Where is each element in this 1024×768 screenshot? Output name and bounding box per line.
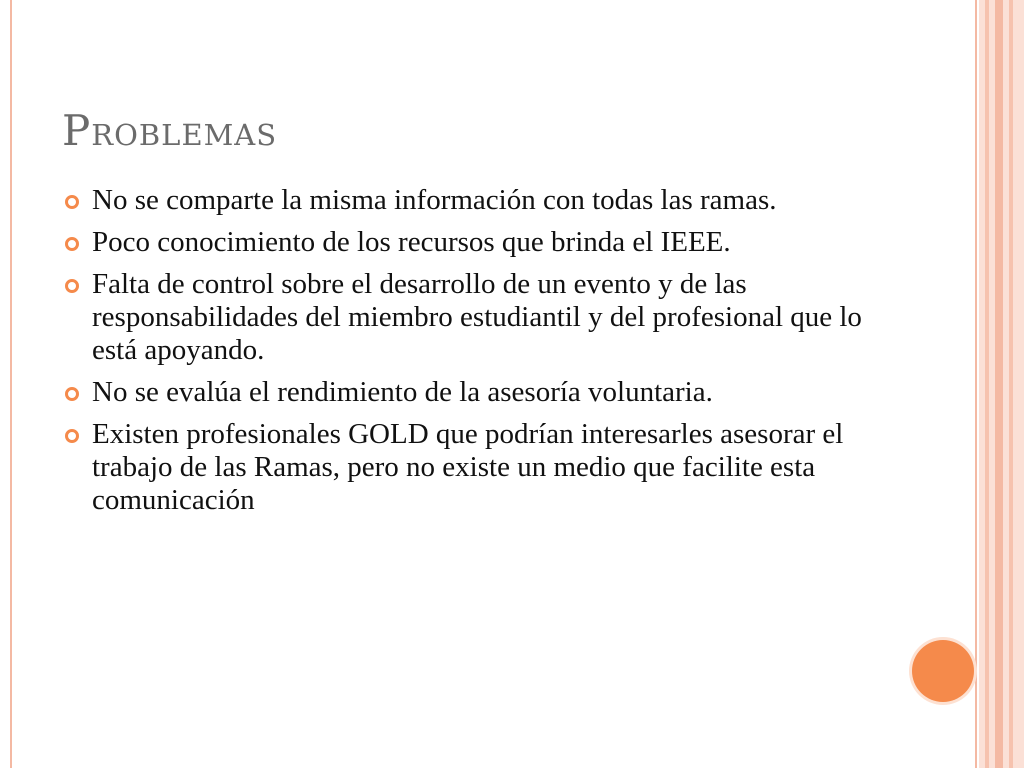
bullet-item	[62, 268, 892, 367]
bullet-list	[62, 184, 892, 526]
slide-title: Problemas	[62, 106, 278, 155]
bullet-text: Existen profesionales GOLD que podrían interesarles asesorar el trabajo de las Ramas, pero no existe un medio que facilite esta comunicación	[92, 418, 844, 516]
bullet-text: No se comparte la misma información con todas las ramas.	[92, 184, 777, 216]
ring-bullet-icon	[64, 386, 80, 402]
bullet-text: No se evalúa el rendimiento de la asesoría voluntaria.	[92, 376, 713, 408]
ring-bullet-icon	[64, 428, 80, 444]
bullet-text: Poco conocimiento de los recursos que brinda el IEEE.	[92, 226, 731, 258]
bullet-item	[62, 226, 892, 259]
ring-bullet-icon	[64, 278, 80, 294]
bullet-item	[62, 184, 892, 217]
ring-bullet-icon	[64, 194, 80, 210]
accent-circle	[912, 640, 974, 702]
bullet-text: Falta de control sobre el desarrollo de un evento y de las responsabilidades del miembro estudiantil y del profesional que lo está apoyando.	[92, 268, 862, 366]
decorative-stripe	[1013, 0, 1024, 768]
decorative-stripe	[995, 0, 1003, 768]
ring-bullet-icon	[64, 236, 80, 252]
bullet-item	[62, 418, 892, 517]
bullet-item	[62, 376, 892, 409]
